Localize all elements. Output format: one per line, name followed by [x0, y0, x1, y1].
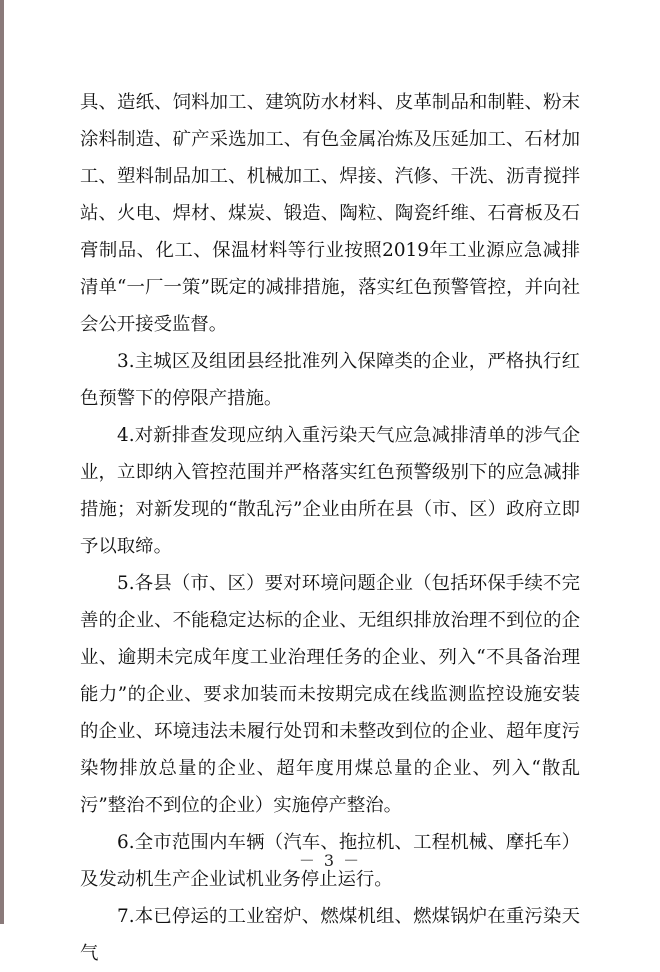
paragraph-item-5: 5.各县（市、区）要对环境问题企业（包括环保手续不完善的企业、不能稳定达标的企业、无组织排放治理不到位的企业、逾期未完成年度工业治理任务的企业、列入“不具备治理能力”的企业、要求加装而未按期完成在线监测监控设施安装的企业、环境违法未履行处罚和未整改到位的企业、超年度污染物排放总量的企业、超年度用煤总量的企业、列入“散乱污”整治不到位的企业）实施停产整治。 [80, 573, 580, 816]
page-edge-shadow [0, 0, 4, 924]
document-body [80, 84, 580, 972]
paragraph-item-4: 4.对新排查发现应纳入重污染天气应急减排清单的涉气企业，立即纳入管控范围并严格落实红色预警级别下的应急减排措施；对新发现的“散乱污”企业由所在县（市、区）政府立即予以取缔。 [80, 425, 580, 557]
page-number: － 3 － [298, 851, 362, 870]
paragraph-continuation: 具、造纸、饲料加工、建筑防水材料、皮革制品和制鞋、粉末涂料制造、矿产采选加工、有色金属冶炼及压延加工、石材加工、塑料制品加工、机械加工、焊接、汽修、干洗、沥青搅拌站、火电、焊材、煤炭、锻造、陶粒、陶瓷纤维、石膏板及石膏制品、化工、保温材料等行业按照2019年工业源应急减排清单“一厂一策”既定的减排措施，落实红色预警管控，并向社会公开接受监督。 [80, 92, 580, 335]
paragraph-item-6: 6.全市范围内车辆（汽车、拖拉机、工程机械、摩托车）及发动机生产企业试机业务停止运行。 [80, 832, 580, 890]
paragraph-item-7: 7.本已停运的工业窑炉、燃煤机组、燃煤锅炉在重污染天气 [80, 906, 580, 964]
paragraph-item-3: 3.主城区及组团县经批准列入保障类的企业，严格执行红色预警下的停限产措施。 [80, 351, 580, 409]
